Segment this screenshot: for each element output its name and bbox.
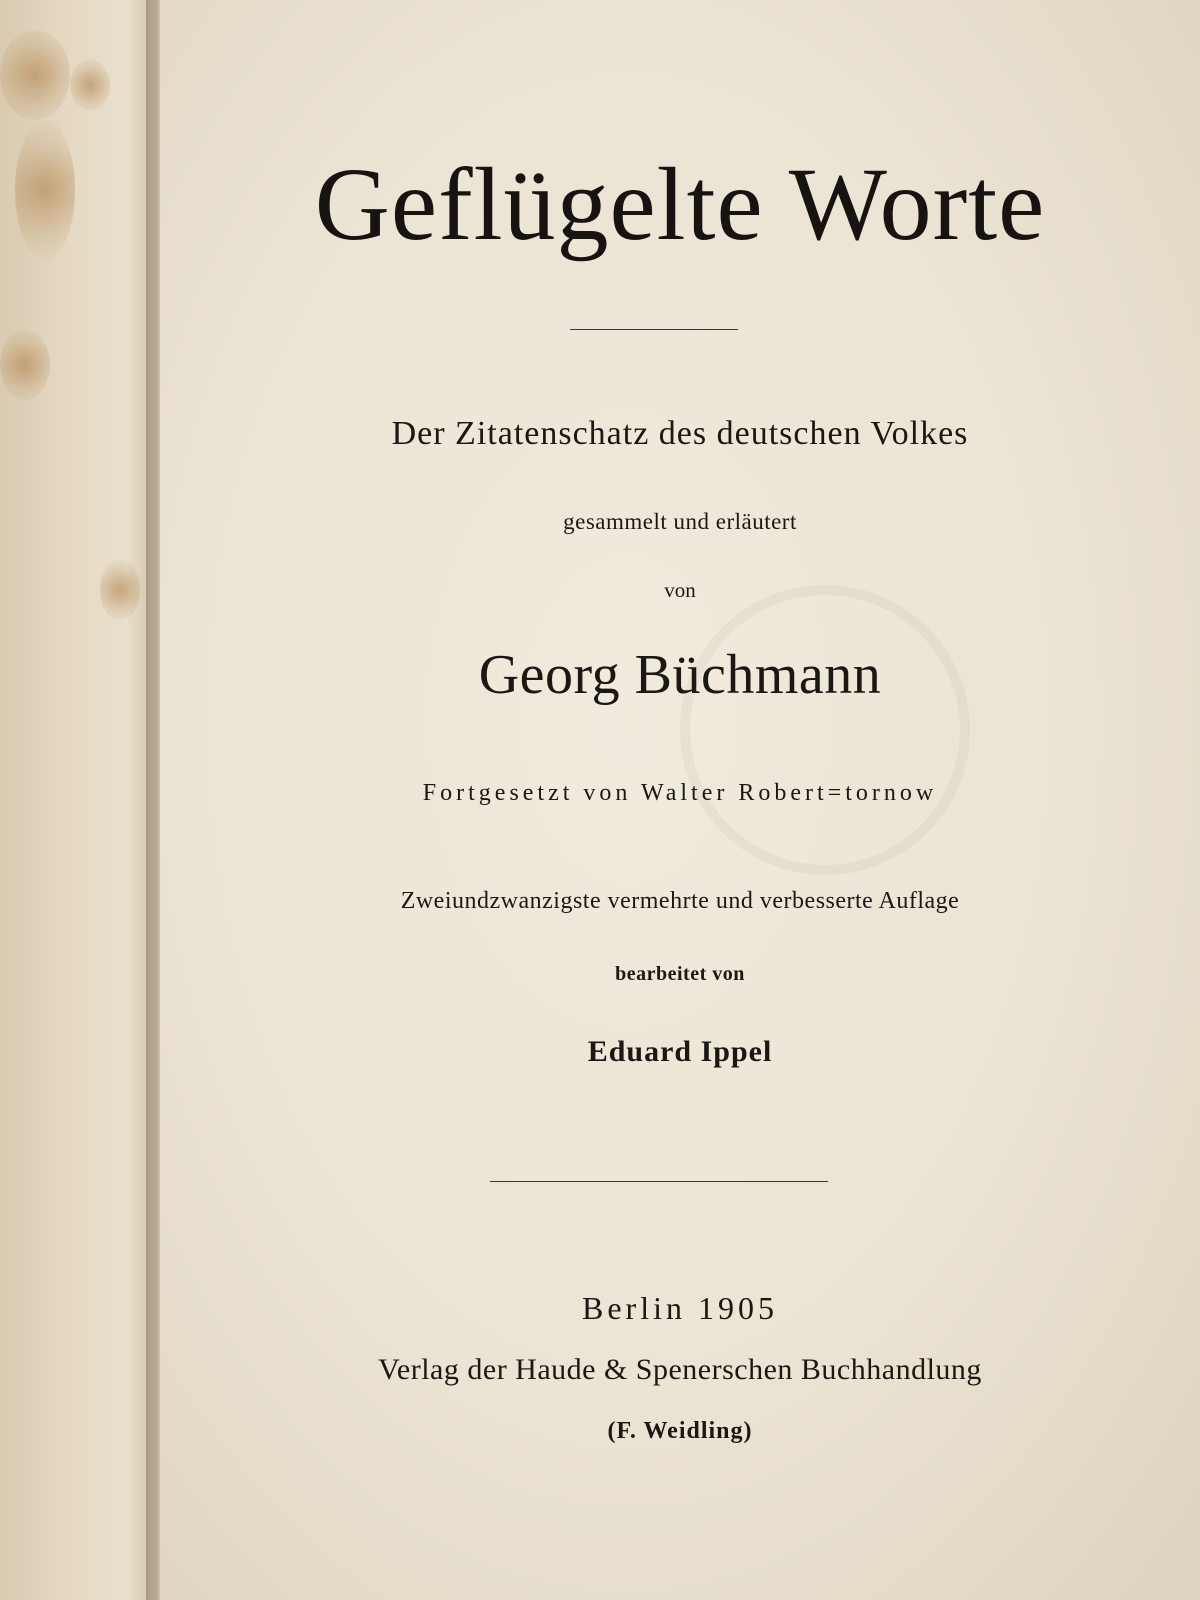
foxing-stain xyxy=(0,30,70,120)
publisher-name: Verlag der Haude & Spenerschen Buchhandlung xyxy=(378,1353,982,1386)
printer-name: (F. Weidling) xyxy=(607,1418,753,1444)
left-page-edge xyxy=(0,0,158,1600)
author-name: Georg Büchmann xyxy=(478,644,882,706)
collected-note: gesammelt und erläutert xyxy=(563,509,797,534)
book-title: Geflügelte Worte xyxy=(314,147,1046,262)
by-word: von xyxy=(664,578,696,602)
edited-by-label: bearbeitet von xyxy=(615,963,745,985)
title-page xyxy=(160,0,1200,1600)
foxing-stain xyxy=(15,120,75,260)
bottom-divider xyxy=(490,1181,828,1182)
foxing-stain xyxy=(70,60,110,110)
foxing-stain xyxy=(100,560,140,620)
foxing-stain xyxy=(0,330,50,400)
imprint-place-year: Berlin 1905 xyxy=(582,1290,778,1326)
book-subtitle: Der Zitatenschatz des deutschen Volkes xyxy=(391,415,969,452)
library-stamp-show-through xyxy=(680,585,970,875)
continued-by: Fortgesetzt von Walter Robert=tornow xyxy=(422,780,938,806)
top-divider xyxy=(570,329,738,330)
edition-statement: Zweiundzwanzigste vermehrte und verbesserte Auflage xyxy=(400,888,960,914)
editor-name: Eduard Ippel xyxy=(587,1035,773,1068)
